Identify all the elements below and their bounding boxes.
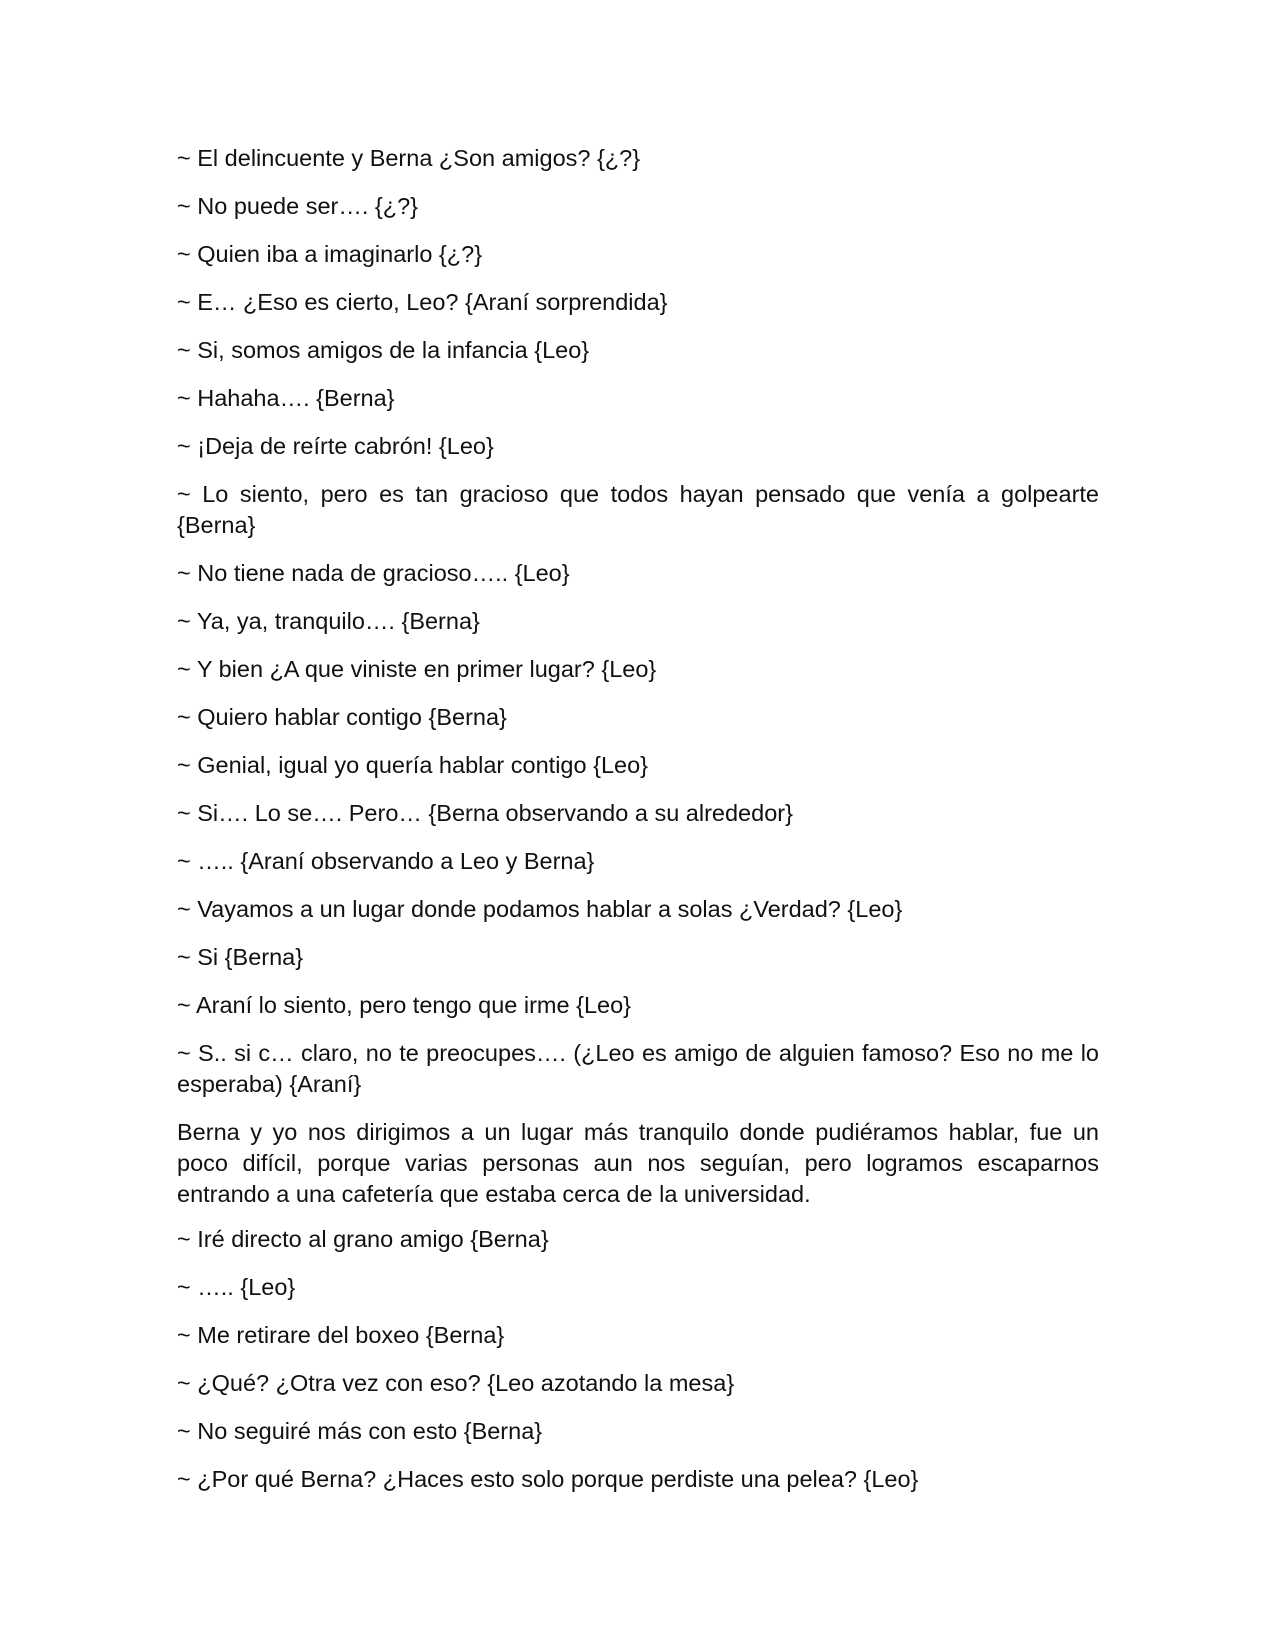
dialogue-line: ~ Ya, ya, tranquilo…. {Berna} <box>177 608 480 634</box>
dialogue-line: ~ Quien iba a imaginarlo {¿?} <box>177 241 483 267</box>
dialogue-line: ~ No seguiré más con esto {Berna} <box>177 1418 543 1444</box>
dialogue-line: ~ ¿Por qué Berna? ¿Haces esto solo porque perdiste una pelea? {Leo} <box>177 1466 919 1492</box>
narration-paragraph: Berna y yo nos dirigimos a un lugar más tranquilo donde pudiéramos hablar, fue un poco difícil, porque varias personas aun nos seguían, pero logramos escaparnos entrando a una cafetería que estaba cerca de la universidad. <box>177 1119 1099 1207</box>
dialogue-line: ~ Iré directo al grano amigo {Berna} <box>177 1226 549 1252</box>
dialogue-line: ~ Si, somos amigos de la infancia {Leo} <box>177 337 590 363</box>
dialogue-line: ~ Araní lo siento, pero tengo que irme {Leo} <box>177 992 632 1018</box>
dialogue-line: ~ Genial, igual yo quería hablar contigo {Leo} <box>177 752 648 778</box>
dialogue-line: ~ Si {Berna} <box>177 944 304 970</box>
dialogue-line: ~ El delincuente y Berna ¿Son amigos? {¿?} <box>177 145 641 171</box>
dialogue-line: ~ ….. {Leo} <box>177 1274 296 1300</box>
document-body <box>177 143 1099 1512</box>
dialogue-line: ~ Me retirare del boxeo {Berna} <box>177 1322 505 1348</box>
dialogue-line: ~ Hahaha…. {Berna} <box>177 385 395 411</box>
dialogue-line: ~ ¿Qué? ¿Otra vez con eso? {Leo azotando la mesa} <box>177 1370 735 1396</box>
dialogue-line: ~ E… ¿Eso es cierto, Leo? {Araní sorprendida} <box>177 289 668 315</box>
dialogue-line: ~ Vayamos a un lugar donde podamos hablar a solas ¿Verdad? {Leo} <box>177 896 903 922</box>
dialogue-line: ~ Lo siento, pero es tan gracioso que todos hayan pensado que venía a golpearte {Berna} <box>177 481 1099 538</box>
dialogue-line: ~ Quiero hablar contigo {Berna} <box>177 704 507 730</box>
dialogue-line: ~ No puede ser…. {¿?} <box>177 193 419 219</box>
dialogue-line: ~ Si…. Lo se…. Pero… {Berna observando a su alrededor} <box>177 800 793 826</box>
dialogue-line: ~ No tiene nada de gracioso….. {Leo} <box>177 560 570 586</box>
dialogue-line: ~ S.. si c… claro, no te preocupes…. (¿Leo es amigo de alguien famoso? Eso no me lo esperaba) {Araní} <box>177 1040 1099 1097</box>
dialogue-line: ~ Y bien ¿A que viniste en primer lugar? {Leo} <box>177 656 657 682</box>
dialogue-line: ~ ….. {Araní observando a Leo y Berna} <box>177 848 595 874</box>
dialogue-line: ~ ¡Deja de reírte cabrón! {Leo} <box>177 433 494 459</box>
